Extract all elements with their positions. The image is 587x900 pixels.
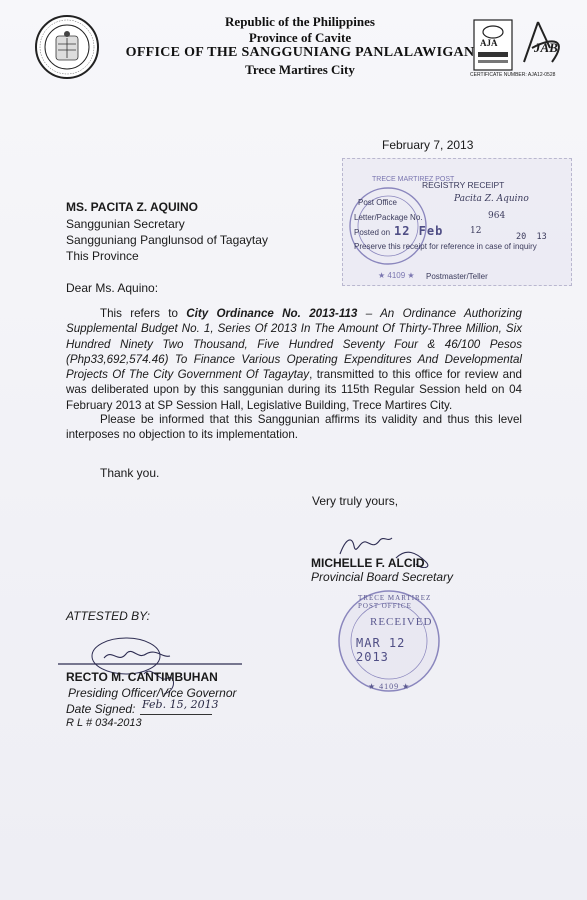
receipt-title: REGISTRY RECEIPT	[422, 180, 505, 190]
post-office-value: Pacita Z. Aquino	[454, 194, 529, 204]
received-number: ★ 4109 ★	[368, 682, 411, 691]
letterhead-office: OFFICE OF THE SANGGUNIANG PANLALAWIGAN	[125, 45, 475, 60]
p1-dash: –	[357, 307, 381, 320]
received-label: RECEIVED	[370, 616, 433, 628]
received-ring-text: TRECE MARTIREZ POST OFFICE	[358, 594, 432, 610]
postmaster-label: Postmaster/Teller	[426, 272, 488, 281]
cert-aja-label: AJA	[480, 38, 498, 48]
year-label: 20	[516, 232, 527, 242]
date-signed-label: Date Signed:	[66, 702, 136, 716]
post-office-label: Post Office	[358, 198, 397, 207]
letter-package-value: 964	[488, 211, 506, 221]
closing: Very truly yours,	[312, 494, 399, 508]
body-paragraph-2: Please be informed that this Sanggunian affirms its validity and thus this level interposes no objection to its implementation.	[66, 413, 522, 442]
date-signed-value: Feb. 15, 2013	[142, 698, 219, 711]
receipt-year	[516, 232, 547, 242]
reference-number: R L # 034-2013	[66, 717, 142, 729]
receipt-ring-text: TRECE MARTIREZ POST	[372, 176, 455, 183]
preserve-notice: Preserve this receipt for reference in case of inquiry	[354, 242, 537, 251]
p1-intro: This refers to	[100, 307, 187, 320]
provincial-seal-icon	[34, 14, 100, 80]
ordinance-title: An Ordinance Authorizing Supplemental Budget No. 1, Series Of 2013 In The Amount Of Thirty-Three Million, Six Hundred Ninety Two Thousand, Five Hundred Seventy Four & 46/100 Pesos (Php33,692,574.46) To Finance Various Operating Expenditures And Developmental Projects Of The City Government Of Tagaytay	[66, 307, 522, 382]
registry-receipt-stamp	[342, 158, 572, 286]
letterhead-province: Province of Cavite	[248, 30, 352, 45]
thank-you: Thank you.	[100, 466, 160, 480]
letterhead-republic: Republic of the Philippines	[225, 14, 375, 29]
attester-title: Presiding Officer/Vice Governor	[68, 686, 237, 700]
received-date: MAR 12 2013	[356, 636, 406, 664]
cert-number: CERTIFICATE NUMBER: AJA12-0528	[470, 72, 556, 78]
attester-name: RECTO M. CANTIMBUHAN	[66, 670, 218, 684]
salutation: Dear Ms. Aquino:	[66, 281, 159, 295]
recipient-province: This Province	[66, 249, 139, 263]
receipt-ring-number: ★ 4109 ★	[378, 271, 415, 280]
ordinance-number: City Ordinance No. 2013-113	[186, 307, 358, 320]
recipient-title: Sanggunian Secretary	[66, 217, 185, 231]
posted-on-label: Posted on	[354, 228, 391, 237]
attested-label: ATTESTED BY:	[66, 609, 151, 623]
recipient-office: Sangguniang Panglunsod of Tagaytay	[66, 233, 268, 247]
letter-date: February 7, 2013	[382, 138, 474, 152]
signer-title: Provincial Board Secretary	[311, 570, 454, 584]
date-signed-underline	[140, 714, 212, 715]
p1-rest: , transmitted to this office for review and was deliberated upon by this sanggunian during its 115th Regular Session held on 04 February 2013 at SP Session Hall, Legislative Building, Trece Martires City.	[66, 368, 523, 412]
cert-jab-label: JAB	[534, 40, 558, 55]
signer-name: MICHELLE F. ALCID	[311, 556, 425, 570]
letter-package-label: Letter/Package No.	[354, 213, 423, 222]
posted-extra-value: 12	[470, 226, 482, 236]
recipient-name: MS. PACITA Z. AQUINO	[66, 200, 198, 214]
received-stamp	[334, 586, 444, 696]
letterhead-city: Trece Martires City	[245, 62, 355, 77]
year-value: 13	[536, 232, 547, 242]
body-paragraph-1	[66, 306, 522, 413]
posted-on-value: 12 Feb	[394, 224, 444, 238]
